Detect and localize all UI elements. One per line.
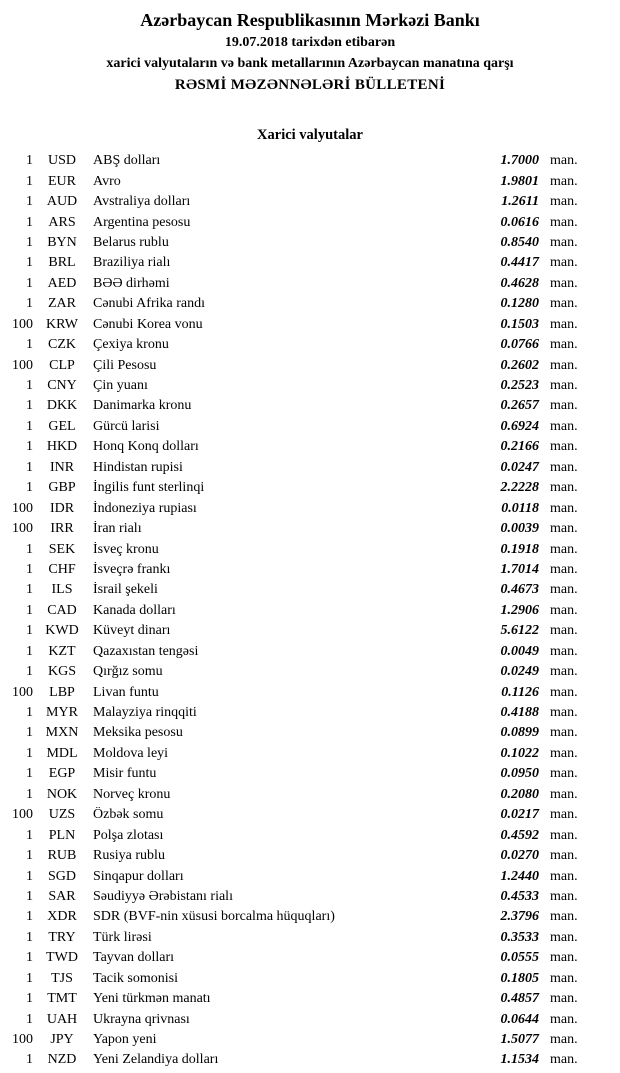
row-quantity: 1 [26, 929, 33, 945]
row-currency-name: Cənubi Korea vonu [93, 316, 203, 332]
row-quantity: 1 [26, 275, 33, 291]
row-currency-name: Tayvan dolları [93, 950, 175, 966]
row-unit-label: man. [550, 398, 578, 414]
row-unit-label: man. [550, 766, 578, 782]
row-rate: 0.2657 [500, 398, 539, 414]
row-rate: 0.0118 [501, 500, 539, 516]
table-row [0, 642, 620, 662]
row-rate: 1.7000 [500, 153, 539, 169]
row-currency-code: TRY [48, 929, 76, 945]
row-unit-label: man. [550, 173, 578, 189]
row-currency-name: Honq Konq dolları [93, 439, 199, 455]
row-currency-name: Səudiyyə Ərəbistanı rialı [93, 888, 233, 904]
subtitle-line: xarici valyutaların və bank metallarının Azərbaycan manatına qarşı [106, 56, 514, 71]
row-rate: 0.6924 [500, 418, 539, 434]
row-rate: 0.2166 [500, 439, 539, 455]
row-currency-name: Avstraliya dolları [93, 194, 191, 210]
row-currency-name: İngilis funt sterlinqi [93, 480, 205, 496]
row-currency-name: İsveçrə frankı [93, 561, 171, 577]
row-unit-label: man. [550, 664, 578, 680]
row-rate: 0.2602 [500, 357, 539, 373]
row-currency-name: Malayziya rinqqiti [93, 705, 197, 721]
row-currency-code: SAR [48, 888, 76, 904]
row-rate: 0.4673 [500, 582, 539, 598]
table-row [0, 315, 620, 335]
row-unit-label: man. [550, 521, 578, 537]
row-quantity: 100 [12, 521, 33, 537]
row-currency-name: ABŞ dolları [93, 153, 161, 169]
row-currency-name: Danimarka kronu [93, 398, 192, 414]
row-currency-name: Hindistan rupisi [93, 459, 183, 475]
row-rate: 1.2611 [501, 194, 539, 210]
row-rate: 0.0270 [500, 848, 539, 864]
row-unit-label: man. [550, 643, 578, 659]
row-unit-label: man. [550, 786, 578, 802]
row-unit-label: man. [550, 480, 578, 496]
row-unit-label: man. [550, 745, 578, 761]
row-currency-code: IDR [49, 500, 75, 516]
row-currency-code: CZK [48, 337, 76, 353]
row-quantity: 1 [26, 541, 33, 557]
row-currency-code: SEK [48, 541, 76, 557]
row-currency-code: KWD [45, 623, 79, 639]
row-currency-code: UAH [46, 1011, 78, 1027]
row-unit-label: man. [550, 459, 578, 475]
row-unit-label: man. [550, 214, 578, 230]
table-row [0, 539, 620, 559]
table-row [0, 846, 620, 866]
row-quantity: 1 [26, 725, 33, 741]
row-unit-label: man. [550, 848, 578, 864]
row-quantity: 1 [26, 480, 33, 496]
table-row [0, 1050, 620, 1070]
table-row [0, 907, 620, 927]
bulletin-title: RƏSMİ MƏZƏNNƏLƏRİ BÜLLETENİ [174, 77, 446, 93]
row-currency-code: TJS [51, 970, 73, 986]
row-quantity: 1 [26, 439, 33, 455]
table-row [0, 151, 620, 171]
row-unit-label: man. [550, 439, 578, 455]
row-quantity: 1 [26, 194, 33, 210]
row-currency-name: Çin yuanı [93, 378, 148, 394]
row-quantity: 100 [12, 357, 33, 373]
row-unit-label: man. [550, 950, 578, 966]
row-currency-name: Misir funtu [93, 766, 157, 782]
row-currency-code: ARS [48, 214, 76, 230]
row-currency-code: HKD [46, 439, 78, 455]
row-currency-name: Çili Pesosu [93, 357, 157, 373]
row-currency-name: Özbək somu [93, 807, 164, 823]
row-quantity: 1 [26, 255, 33, 271]
row-quantity: 1 [26, 950, 33, 966]
row-currency-code: EGP [48, 766, 76, 782]
row-rate: 0.1126 [501, 684, 539, 700]
table-row [0, 989, 620, 1009]
row-currency-name: Türk lirəsi [93, 929, 152, 945]
row-unit-label: man. [550, 807, 578, 823]
row-quantity: 1 [26, 623, 33, 639]
row-quantity: 1 [26, 234, 33, 250]
row-quantity: 1 [26, 868, 33, 884]
row-quantity: 1 [26, 705, 33, 721]
table-row [0, 253, 620, 273]
row-currency-name: İsveç kronu [93, 541, 159, 557]
row-unit-label: man. [550, 337, 578, 353]
table-row [0, 437, 620, 457]
row-unit-label: man. [550, 623, 578, 639]
row-currency-name: Sinqapur dolları [93, 868, 184, 884]
row-unit-label: man. [550, 275, 578, 291]
row-currency-code: BRL [48, 255, 76, 271]
row-currency-name: Norveç kronu [93, 786, 171, 802]
row-quantity: 1 [26, 561, 33, 577]
row-quantity: 1 [26, 970, 33, 986]
row-unit-label: man. [550, 970, 578, 986]
table-row [0, 212, 620, 232]
row-unit-label: man. [550, 418, 578, 434]
table-row [0, 948, 620, 968]
row-currency-code: NZD [47, 1052, 77, 1068]
row-quantity: 1 [26, 827, 33, 843]
table-row [0, 376, 620, 396]
row-currency-name: BƏƏ dirhəmi [93, 275, 170, 291]
row-unit-label: man. [550, 602, 578, 618]
row-quantity: 1 [26, 214, 33, 230]
table-row [0, 805, 620, 825]
table-row [0, 478, 620, 498]
row-rate: 2.2228 [500, 480, 539, 496]
row-quantity: 1 [26, 1011, 33, 1027]
row-currency-name: Avro [93, 173, 121, 189]
row-unit-label: man. [550, 541, 578, 557]
row-quantity: 1 [26, 459, 33, 475]
row-unit-label: man. [550, 991, 578, 1007]
row-currency-name: Cənubi Afrika randı [93, 296, 205, 312]
row-rate: 0.3533 [500, 929, 539, 945]
row-quantity: 1 [26, 337, 33, 353]
row-rate: 0.0766 [500, 337, 539, 353]
row-quantity: 1 [26, 664, 33, 680]
row-rate: 0.4533 [500, 888, 539, 904]
row-quantity: 1 [26, 745, 33, 761]
row-currency-code: CNY [47, 378, 77, 394]
row-currency-name: Argentina pesosu [93, 214, 191, 230]
row-currency-name: Gürcü larisi [93, 418, 160, 434]
table-row [0, 335, 620, 355]
row-rate: 0.1022 [500, 745, 539, 761]
table-row [0, 396, 620, 416]
row-currency-code: XDR [47, 909, 77, 925]
row-currency-name: İndoneziya rupiası [93, 500, 197, 516]
row-unit-label: man. [550, 705, 578, 721]
row-currency-code: KGS [47, 664, 76, 680]
row-currency-name: Braziliya rialı [93, 255, 171, 271]
row-unit-label: man. [550, 1032, 578, 1048]
table-row [0, 764, 620, 784]
table-row [0, 171, 620, 191]
row-unit-label: man. [550, 194, 578, 210]
row-currency-code: INR [49, 459, 75, 475]
row-currency-code: BYN [47, 234, 77, 250]
row-currency-code: ZAR [48, 296, 76, 312]
row-currency-code: MXN [45, 725, 79, 741]
row-currency-code: SGD [47, 868, 76, 884]
row-quantity: 100 [12, 807, 33, 823]
row-quantity: 1 [26, 398, 33, 414]
row-unit-label: man. [550, 316, 578, 332]
row-unit-label: man. [550, 929, 578, 945]
page-title: Azərbaycan Respublikasının Mərkəzi Bankı [140, 10, 480, 30]
row-quantity: 1 [26, 643, 33, 659]
row-unit-label: man. [550, 827, 578, 843]
row-rate: 1.2440 [500, 868, 539, 884]
row-rate: 0.0644 [500, 1011, 539, 1027]
row-rate: 0.1280 [500, 296, 539, 312]
row-quantity: 100 [12, 1032, 33, 1048]
row-rate: 0.0247 [500, 459, 539, 475]
row-quantity: 1 [26, 582, 33, 598]
row-quantity: 1 [26, 848, 33, 864]
row-currency-name: İran rialı [93, 521, 142, 537]
row-rate: 1.2906 [500, 602, 539, 618]
row-currency-code: AED [47, 275, 77, 291]
row-quantity: 1 [26, 1052, 33, 1068]
row-currency-name: Kanada dolları [93, 602, 176, 618]
row-currency-name: Ukrayna qrivnası [93, 1011, 190, 1027]
row-currency-code: GBP [48, 480, 76, 496]
row-currency-code: CAD [47, 602, 77, 618]
row-quantity: 1 [26, 766, 33, 782]
table-row [0, 458, 620, 478]
row-rate: 5.6122 [500, 623, 539, 639]
row-unit-label: man. [550, 909, 578, 925]
row-rate: 2.3796 [500, 909, 539, 925]
table-row [0, 560, 620, 580]
table-row [0, 1030, 620, 1050]
row-currency-code: KZT [48, 643, 76, 659]
row-currency-code: UZS [48, 807, 76, 823]
row-rate: 0.0950 [500, 766, 539, 782]
table-row [0, 294, 620, 314]
row-currency-name: Çexiya kronu [93, 337, 169, 353]
table-row [0, 601, 620, 621]
row-currency-code: MDL [46, 745, 78, 761]
table-row [0, 580, 620, 600]
row-quantity: 100 [12, 316, 33, 332]
section-title-foreign-currencies: Xarici valyutalar [257, 127, 363, 143]
row-unit-label: man. [550, 1052, 578, 1068]
table-row [0, 662, 620, 682]
row-rate: 0.0555 [500, 950, 539, 966]
row-currency-code: MYR [46, 705, 78, 721]
table-row [0, 417, 620, 437]
table-row [0, 825, 620, 845]
row-currency-name: Yapon yeni [93, 1032, 157, 1048]
row-currency-code: CLP [49, 357, 75, 373]
row-quantity: 1 [26, 909, 33, 925]
row-currency-code: RUB [47, 848, 77, 864]
row-currency-code: NOK [46, 786, 78, 802]
row-quantity: 1 [26, 296, 33, 312]
row-currency-name: Küveyt dinarı [93, 623, 171, 639]
row-quantity: 1 [26, 153, 33, 169]
row-currency-name: Livan funtu [93, 684, 159, 700]
row-quantity: 1 [26, 418, 33, 434]
table-row [0, 682, 620, 702]
row-quantity: 100 [12, 684, 33, 700]
row-currency-name: Tacik somonisi [93, 970, 178, 986]
row-unit-label: man. [550, 868, 578, 884]
row-currency-code: PLN [48, 827, 76, 843]
table-row [0, 744, 620, 764]
table-row [0, 274, 620, 294]
row-rate: 0.2523 [500, 378, 539, 394]
row-quantity: 1 [26, 602, 33, 618]
row-currency-name: SDR (BVF-nin xüsusi borcalma hüquqları) [93, 909, 335, 925]
row-rate: 0.1918 [500, 541, 539, 557]
row-currency-name: Polşa zlotası [93, 827, 164, 843]
row-currency-name: Moldova leyi [93, 745, 169, 761]
row-quantity: 1 [26, 888, 33, 904]
row-unit-label: man. [550, 234, 578, 250]
rates-table-body [0, 151, 620, 1071]
row-currency-code: ILS [51, 582, 73, 598]
row-rate: 0.4628 [500, 275, 539, 291]
row-rate: 0.4592 [500, 827, 539, 843]
row-quantity: 1 [26, 991, 33, 1007]
row-unit-label: man. [550, 357, 578, 373]
row-currency-code: TMT [47, 991, 77, 1007]
row-unit-label: man. [550, 296, 578, 312]
table-row [0, 233, 620, 253]
row-unit-label: man. [550, 153, 578, 169]
row-quantity: 1 [26, 786, 33, 802]
row-quantity: 1 [26, 173, 33, 189]
row-rate: 0.2080 [500, 786, 539, 802]
row-rate: 0.0899 [500, 725, 539, 741]
row-rate: 0.1503 [500, 316, 539, 332]
row-currency-code: AUD [46, 194, 78, 210]
table-row [0, 785, 620, 805]
row-currency-name: Meksika pesosu [93, 725, 183, 741]
table-row [0, 703, 620, 723]
row-unit-label: man. [550, 561, 578, 577]
row-unit-label: man. [550, 378, 578, 394]
table-row [0, 192, 620, 212]
row-rate: 0.0049 [500, 643, 539, 659]
table-row [0, 866, 620, 886]
row-currency-code: TWD [46, 950, 78, 966]
row-rate: 0.0249 [500, 664, 539, 680]
row-currency-code: DKK [46, 398, 78, 414]
table-row [0, 928, 620, 948]
row-currency-name: Yeni türkmən manatı [93, 991, 211, 1007]
row-rate: 0.1805 [500, 970, 539, 986]
row-currency-code: LBP [49, 684, 75, 700]
row-currency-name: İsrail şekeli [93, 582, 158, 598]
row-currency-name: Qırğız somu [93, 664, 163, 680]
row-rate: 1.5077 [500, 1032, 539, 1048]
table-row [0, 355, 620, 375]
row-currency-name: Belarus rublu [93, 234, 169, 250]
row-unit-label: man. [550, 725, 578, 741]
row-currency-name: Rusiya rublu [93, 848, 165, 864]
row-rate: 0.0616 [500, 214, 539, 230]
row-rate: 1.7014 [500, 561, 539, 577]
row-rate: 1.1534 [500, 1052, 539, 1068]
row-rate: 1.9801 [500, 173, 539, 189]
row-unit-label: man. [550, 500, 578, 516]
row-currency-code: EUR [48, 173, 76, 189]
row-rate: 0.0217 [500, 807, 539, 823]
table-row [0, 621, 620, 641]
table-row [0, 1009, 620, 1029]
row-currency-code: IRR [50, 521, 74, 537]
row-unit-label: man. [550, 684, 578, 700]
row-currency-name: Qazaxıstan tengəsi [93, 643, 199, 659]
row-rate: 0.8540 [500, 234, 539, 250]
row-rate: 0.0039 [500, 521, 539, 537]
row-currency-code: CHF [48, 561, 76, 577]
row-currency-code: USD [47, 153, 76, 169]
row-currency-code: KRW [46, 316, 78, 332]
row-currency-code: JPY [50, 1032, 74, 1048]
row-unit-label: man. [550, 255, 578, 271]
row-rate: 0.4188 [500, 705, 539, 721]
table-row [0, 519, 620, 539]
effective-date-line: 19.07.2018 tarixdən etibarən [224, 35, 396, 50]
row-currency-code: GEL [48, 418, 76, 434]
row-unit-label: man. [550, 582, 578, 598]
row-rate: 0.4857 [500, 991, 539, 1007]
row-unit-label: man. [550, 888, 578, 904]
table-row [0, 969, 620, 989]
row-rate: 0.4417 [500, 255, 539, 271]
table-row [0, 723, 620, 743]
row-currency-name: Yeni Zelandiya dolları [93, 1052, 219, 1068]
table-row [0, 498, 620, 518]
row-quantity: 100 [12, 500, 33, 516]
row-unit-label: man. [550, 1011, 578, 1027]
row-quantity: 1 [26, 378, 33, 394]
table-row [0, 887, 620, 907]
